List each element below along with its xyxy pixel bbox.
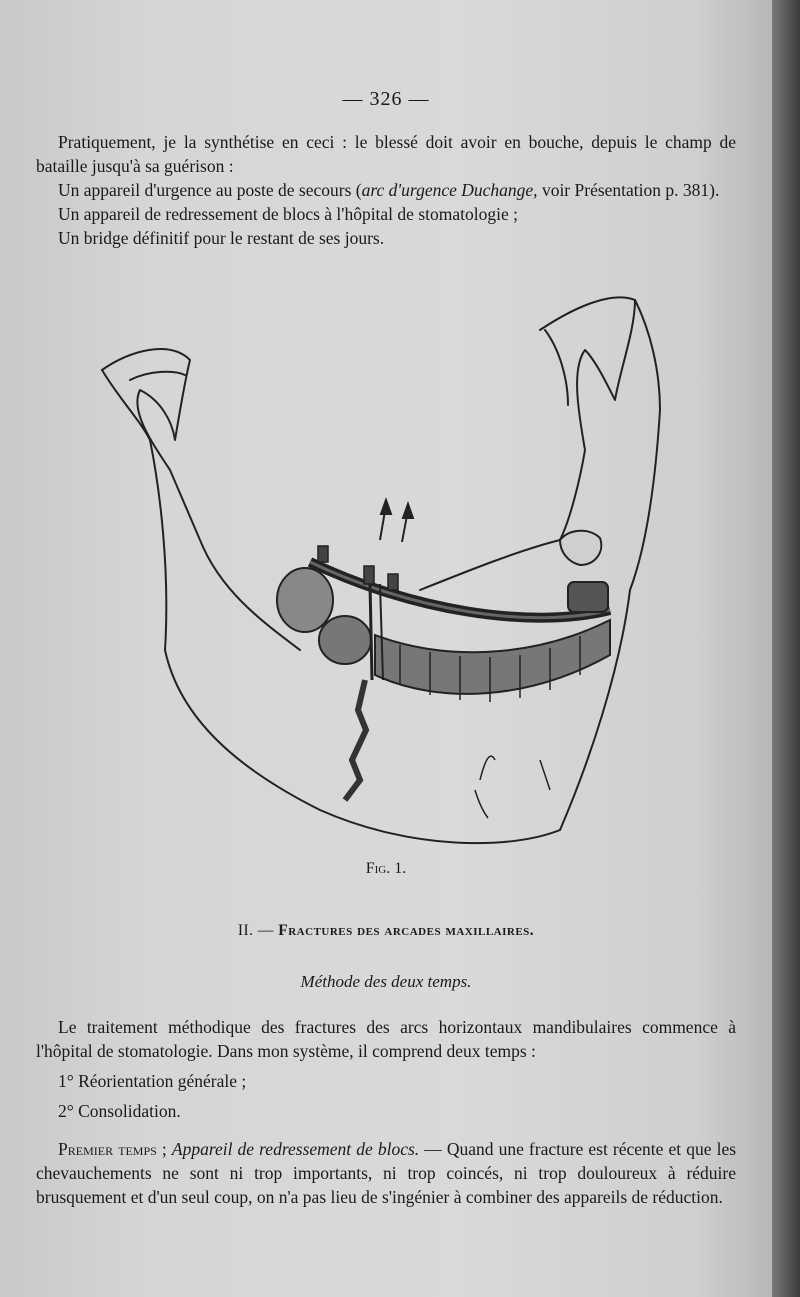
premier-temps-paragraph — [36, 1137, 736, 1209]
intro-item-urgence-b: voir Présentation p. 381). — [537, 180, 720, 200]
section-heading — [0, 922, 772, 940]
step-one: 1° Réorientation générale ; — [58, 1071, 247, 1091]
intro-line: Pratiquement, je la synthétise en ceci : le blessé doit avoir en bouche, depuis le champ de bataille jusqu'à sa guérison : — [36, 132, 736, 176]
premier-temps-text: — Quand une fracture est récente et que les chevauchements ne sont ni trop importants, ni trop coincés, ni trop douloureux à réduire brusquement et d'un seul coup, on n'a pas lieu de s'ingénier à combiner des appareils de réduction. — [36, 1139, 737, 1207]
book-spine-shadow — [772, 0, 800, 1297]
section-subtitle: Méthode des deux temps. — [300, 972, 472, 991]
step-two: 2° Consolidation. — [58, 1101, 181, 1121]
intro-item-urgence-a: Un appareil d'urgence au poste de secours ( — [58, 180, 362, 200]
figure-caption: Fig. 1. — [365, 860, 407, 877]
intro-item-urgence-italic: arc d'urgence Duchange, — [361, 180, 538, 200]
body-paragraph: Le traitement méthodique des fractures des arcs horizontaux mandibulaires commence à l'hôpital de stomatologie. Dans mon système, il comprend deux temps : — [36, 1017, 736, 1061]
section-number: II. — — [237, 922, 274, 939]
mandible-illustration — [90, 290, 680, 850]
body-block — [36, 1015, 736, 1209]
premier-temps-label: Premier temps ; — [58, 1139, 167, 1159]
section-title: Fractures des arcades maxillaires. — [278, 922, 535, 939]
intro-item-urgence — [36, 178, 736, 202]
premier-temps-italic: Appareil de redressement de blocs. — [171, 1139, 420, 1159]
intro-block — [36, 130, 736, 250]
intro-item-redressement: Un appareil de redressement de blocs à l'hôpital de stomatologie ; — [58, 204, 518, 224]
page-number: — 326 — — [342, 88, 430, 110]
intro-item-bridge: Un bridge définitif pour le restant de ses jours. — [58, 228, 385, 248]
